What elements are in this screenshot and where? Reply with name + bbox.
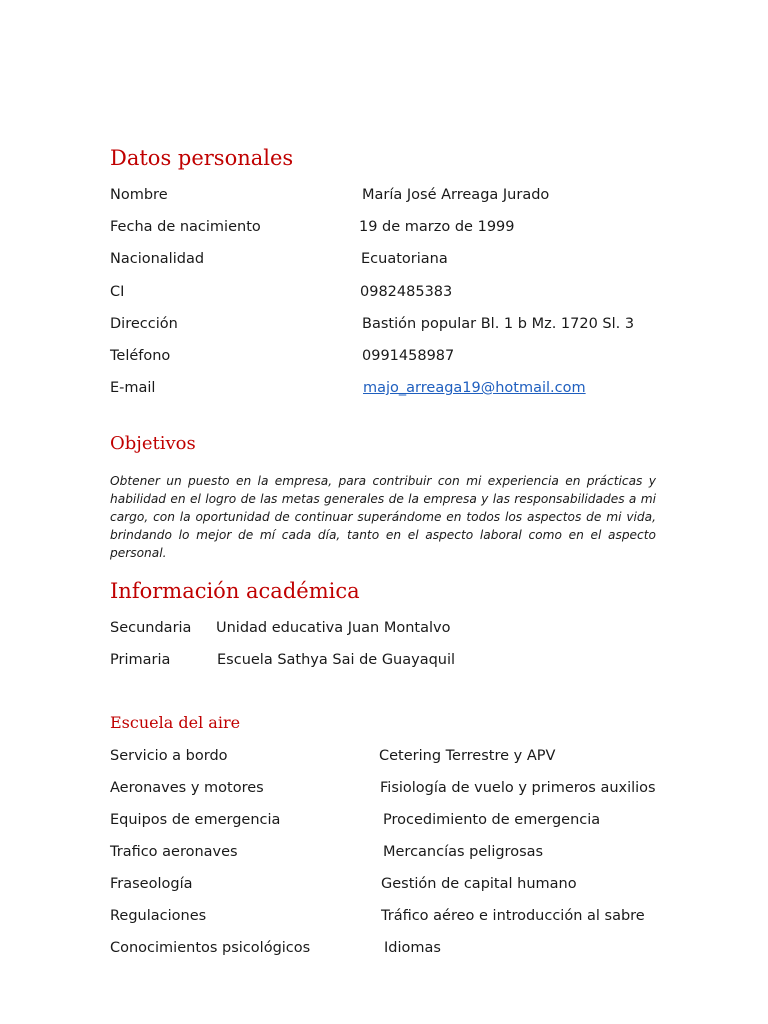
course-left: Fraseología bbox=[110, 876, 193, 892]
nationality-value: Ecuatoriana bbox=[361, 251, 448, 267]
personal-row-nationality bbox=[0, 249, 768, 269]
academic-heading: Información académica bbox=[110, 579, 360, 603]
course-left: Equipos de emergencia bbox=[110, 812, 281, 828]
birthdate-value: 19 de marzo de 1999 bbox=[359, 219, 515, 235]
course-right: Procedimiento de emergencia bbox=[383, 812, 601, 828]
secondary-label: Secundaria bbox=[110, 620, 192, 636]
address-label: Dirección bbox=[110, 316, 178, 332]
personal-row-phone bbox=[0, 346, 768, 366]
email-label: E-mail bbox=[110, 380, 156, 396]
academic-row-primary bbox=[0, 650, 768, 670]
course-right: Cetering Terrestre y APV bbox=[379, 748, 556, 764]
secondary-value: Unidad educativa Juan Montalvo bbox=[216, 620, 451, 636]
personal-row-ci bbox=[0, 282, 768, 302]
objectives-text: Obtener un puesto en la empresa, para contribuir con mi experiencia en prácticas y habilidad en el logro de las metas generales de la empresa y las responsabilidades a mi cargo, con la oportunidad de continuar superándome en todos los aspectos de mi vida, brindando lo mejor de mí cada día, tanto en el aspecto laboral como en el aspecto personal. bbox=[110, 474, 656, 560]
course-row bbox=[0, 810, 768, 830]
course-right: Gestión de capital humano bbox=[381, 876, 577, 892]
course-right: Mercancías peligrosas bbox=[383, 844, 544, 860]
ci-value: 0982485383 bbox=[360, 284, 453, 300]
primary-value: Escuela Sathya Sai de Guayaquil bbox=[217, 652, 456, 668]
course-left: Trafico aeronaves bbox=[110, 844, 238, 860]
ci-label: CI bbox=[110, 284, 125, 300]
nationality-label: Nacionalidad bbox=[110, 251, 205, 267]
course-left: Conocimientos psicológicos bbox=[110, 940, 311, 956]
email-link[interactable]: majo_arreaga19@hotmail.com bbox=[363, 380, 586, 396]
course-left: Regulaciones bbox=[110, 908, 207, 924]
course-left: Aeronaves y motores bbox=[110, 780, 264, 796]
course-row bbox=[0, 874, 768, 894]
name-value: María José Arreaga Jurado bbox=[362, 187, 550, 203]
academic-row-secondary bbox=[0, 618, 768, 638]
birthdate-label: Fecha de nacimiento bbox=[110, 219, 261, 235]
objectives-heading: Objetivos bbox=[110, 433, 196, 454]
air-school-heading: Escuela del aire bbox=[110, 713, 241, 732]
personal-row-birthdate bbox=[0, 217, 768, 237]
personal-row-email bbox=[0, 378, 768, 398]
phone-value: 0991458987 bbox=[362, 348, 455, 364]
primary-label: Primaria bbox=[110, 652, 171, 668]
personal-heading: Datos personales bbox=[110, 146, 294, 170]
course-row bbox=[0, 906, 768, 926]
course-row bbox=[0, 746, 768, 766]
personal-row-address bbox=[0, 314, 768, 334]
personal-row-name bbox=[0, 185, 768, 205]
course-right: Idiomas bbox=[384, 940, 441, 956]
phone-label: Teléfono bbox=[110, 348, 171, 364]
name-label: Nombre bbox=[110, 187, 168, 203]
course-right: Fisiología de vuelo y primeros auxilios bbox=[380, 780, 656, 796]
course-row bbox=[0, 842, 768, 862]
course-row bbox=[0, 778, 768, 798]
course-left: Servicio a bordo bbox=[110, 748, 228, 764]
address-value: Bastión popular Bl. 1 b Mz. 1720 Sl. 3 bbox=[362, 316, 635, 332]
course-right: Tráfico aéreo e introducción al sabre bbox=[381, 908, 645, 924]
course-row bbox=[0, 938, 768, 958]
